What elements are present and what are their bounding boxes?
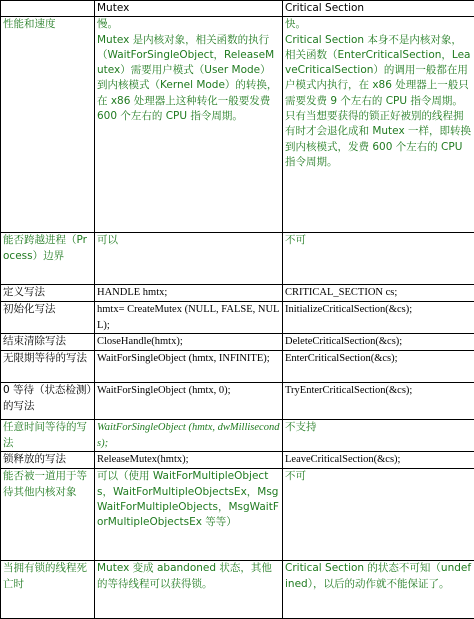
table-row (1, 452, 474, 469)
row-label: 当拥有锁的线程死亡时 (1, 561, 95, 619)
cs-cell: 快。 Critical Section 本身不是内核对象，相关函数（EnterCriticalSection，LeaveCriticalSection）的调用一般都在用户模式内执行，在 x86 处理器上一般只需要发费 9 个左右的 CPU 指令周期。只有当想要获得的锁正好被别的线程拥有时才会退化成和 Mutex 一样，即转换到内核模式，发费 600 个左右的 CPU 指令周期。 (283, 17, 474, 233)
row-label: 无限期等待的写法 (1, 351, 95, 383)
table-row (1, 351, 474, 383)
row-label: 0 等待（状态检测）的写法 (1, 383, 95, 420)
mutex-cell: HANDLE hmtx; (95, 285, 283, 302)
cs-cell: 不支持 (283, 420, 474, 452)
row-label: 锁释放的写法 (1, 452, 95, 469)
cs-cell: 不可 (283, 469, 474, 561)
mutex-cell: ReleaseMutex(hmtx); (95, 452, 283, 469)
mutex-cell: WaitForSingleObject (hmtx, dwMilliseconds); (95, 420, 283, 452)
cs-cell: DeleteCriticalSection(&cs); (283, 334, 474, 351)
cs-cell: LeaveCriticalSection(&cs); (283, 452, 474, 469)
cs-cell: EnterCriticalSection(&cs); (283, 351, 474, 383)
row-label: 能否被一道用于等待其他内核对象 (1, 469, 95, 561)
table-row (1, 285, 474, 302)
mutex-cell: CloseHandle(hmtx); (95, 334, 283, 351)
mutex-cell: 可以（使用 WaitForMultipleObjects，WaitForMultipleObjectsEx，MsgWaitForMultipleObjects，MsgWaitForMultipleObjectsEx 等等） (95, 469, 283, 561)
row-label: 结束清除写法 (1, 334, 95, 351)
mutex-cell: WaitForSingleObject (hmtx, INFINITE); (95, 351, 283, 383)
table-row (1, 17, 474, 233)
mutex-cell: 可以 (95, 233, 283, 285)
header-cell-empty (1, 1, 95, 17)
table-row (1, 233, 474, 285)
header-row (1, 1, 474, 17)
table-row (1, 561, 474, 619)
row-label: 能否跨越进程（Process）边界 (1, 233, 95, 285)
header-cell-mutex: Mutex (95, 1, 283, 17)
row-label: 初始化写法 (1, 302, 95, 334)
header-cell-critical-section: Critical Section (283, 1, 474, 17)
row-label: 任意时间等待的写法 (1, 420, 95, 452)
cs-cell: TryEnterCriticalSection(&cs); (283, 383, 474, 420)
mutex-cell: hmtx= CreateMutex (NULL, FALSE, NULL); (95, 302, 283, 334)
mutex-cell: 慢。 Mutex 是内核对象，相关函数的执行（WaitForSingleObject，ReleaseMutex）需要用户模式（User Mode）到内核模式（Kernel Mode）的转换，在 x86 处理器上这种转化一般要发费 600 个左右的 CPU 指令周期。 (95, 17, 283, 233)
row-label: 定义写法 (1, 285, 95, 302)
mutex-cell: Mutex 变成 abandoned 状态，其他的等待线程可以获得锁。 (95, 561, 283, 619)
row-label: 性能和速度 (1, 17, 95, 233)
cs-cell: InitializeCriticalSection(&cs); (283, 302, 474, 334)
table-row (1, 383, 474, 420)
table-row (1, 302, 474, 334)
cs-cell: CRITICAL_SECTION cs; (283, 285, 474, 302)
table-row (1, 334, 474, 351)
mutex-cell: WaitForSingleObject (hmtx, 0); (95, 383, 283, 420)
cs-cell: 不可 (283, 233, 474, 285)
table-row (1, 469, 474, 561)
table-row (1, 420, 474, 452)
cs-cell: Critical Section 的状态不可知（undefined），以后的动作就不能保证了。 (283, 561, 474, 619)
